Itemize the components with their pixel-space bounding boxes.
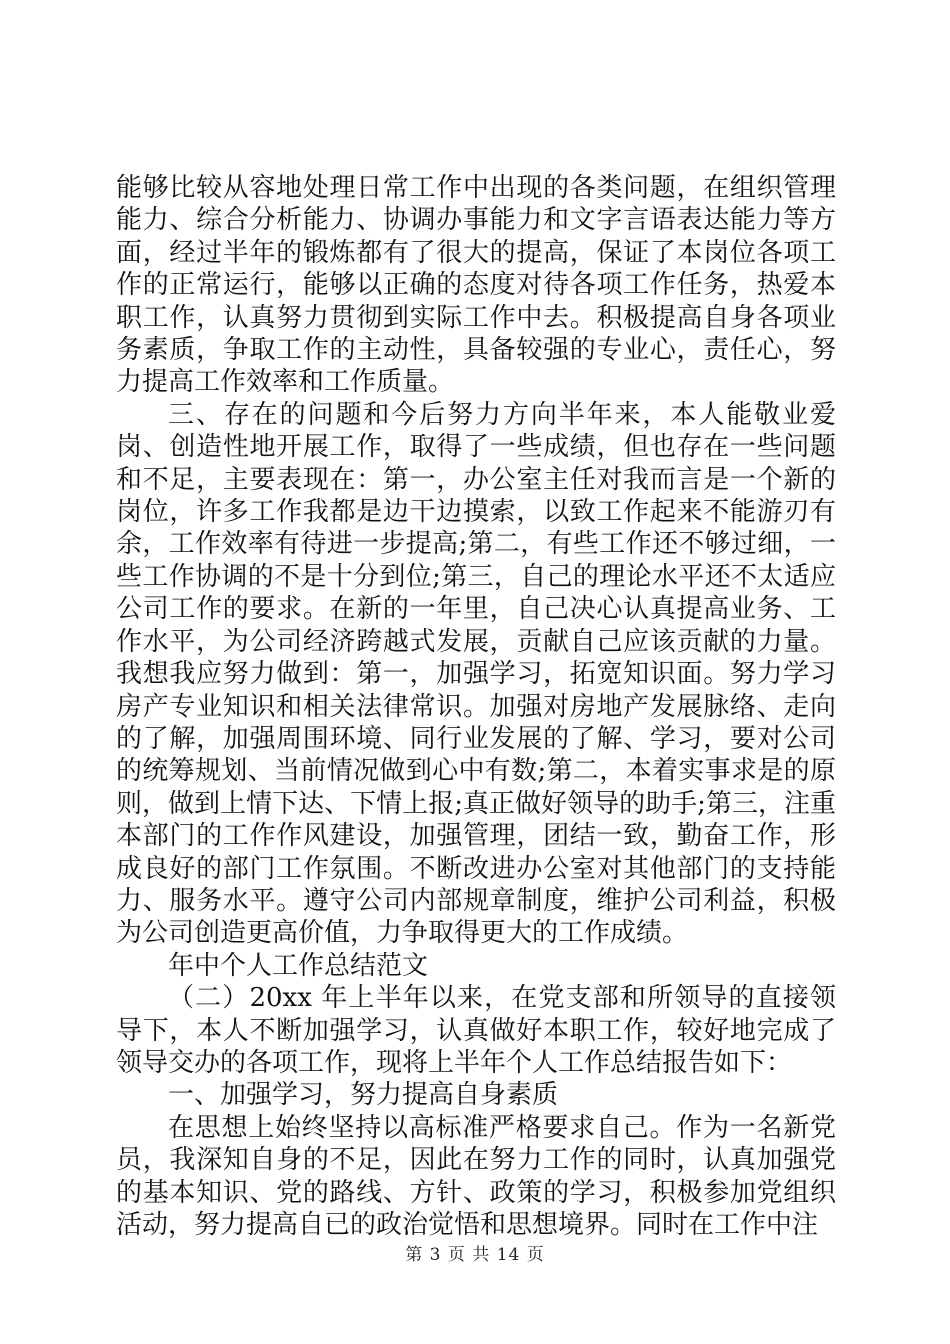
section-title: 年中个人工作总结范文 — [168, 950, 429, 981]
paragraph-4: 在思想上始终坚持以高标准严格要求自己。作为一名新党员，我深知自身的不足，因此在努力工作的同时，认真加强党的基本知识、党的路线、方针、政策的学习，积极参加党组织活动，努力提高自已的政治觉悟和思想境界。同时在工作中注 — [116, 1112, 836, 1240]
document-body — [116, 172, 836, 1241]
paragraph-3: （二）20xx 年上半年以来，在党支部和所领导的直接领导下，本人不断加强学习，认真做好本职工作，较好地完成了领导交办的各项工作，现将上半年个人工作总结报告如下： — [116, 983, 836, 1078]
paragraph-1: 能够比较从容地处理日常工作中出现的各类问题，在组织管理能力、综合分析能力、协调办事能力和文字言语表达能力等方面，经过半年的锻炼都有了很大的提高，保证了本岗位各项工作的正常运行，能够以正确的态度对待各项工作任务，热爱本职工作，认真努力贯彻到实际工作中去。积极提高自身各项业务素质，争取工作的主动性，具备较强的专业心，责任心，努力提高工作效率和工作质量。 — [116, 173, 836, 398]
paragraph-2: 三、存在的问题和今后努力方向半年来，本人能敬业爱岗、创造性地开展工作，取得了一些成绩，但也存在一些问题和不足，主要表现在：第一，办公室主任对我而言是一个新的岗位，许多工作我都是边干边摸索，以致工作起来不能游刃有余，工作效率有待进一步提高;第二，有些工作还不够过细，一些工作协调的不是十分到位;第三，自己的理论水平还不太适应公司工作的要求。在新的一年里，自己决心认真提高业务、工作水平，为公司经济跨越式发展，贡献自己应该贡献的力量。我想我应努力做到：第一，加强学习，拓宽知识面。努力学习房产专业知识和相关法律常识。加强对房地产发展脉络、走向的了解，加强周围环境、同行业发展的了解、学习，要对公司的统筹规划、当前情况做到心中有数;第二，本着实事求是的原则，做到上情下达、下情上报;真正做好领导的助手;第三，注重本部门的工作作风建设，加强管理，团结一致，勤奋工作，形成良好的部门工作氛围。不断改进办公室对其他部门的支持能力、服务水平。遵守公司内部规章制度，维护公司利益，积极为公司创造更高价值，力争取得更大的工作成绩。 — [116, 399, 836, 949]
page-number: 第 3 页 共 14 页 — [405, 1245, 545, 1265]
subsection-title: 一、加强学习，努力提高自身素质 — [168, 1080, 559, 1111]
